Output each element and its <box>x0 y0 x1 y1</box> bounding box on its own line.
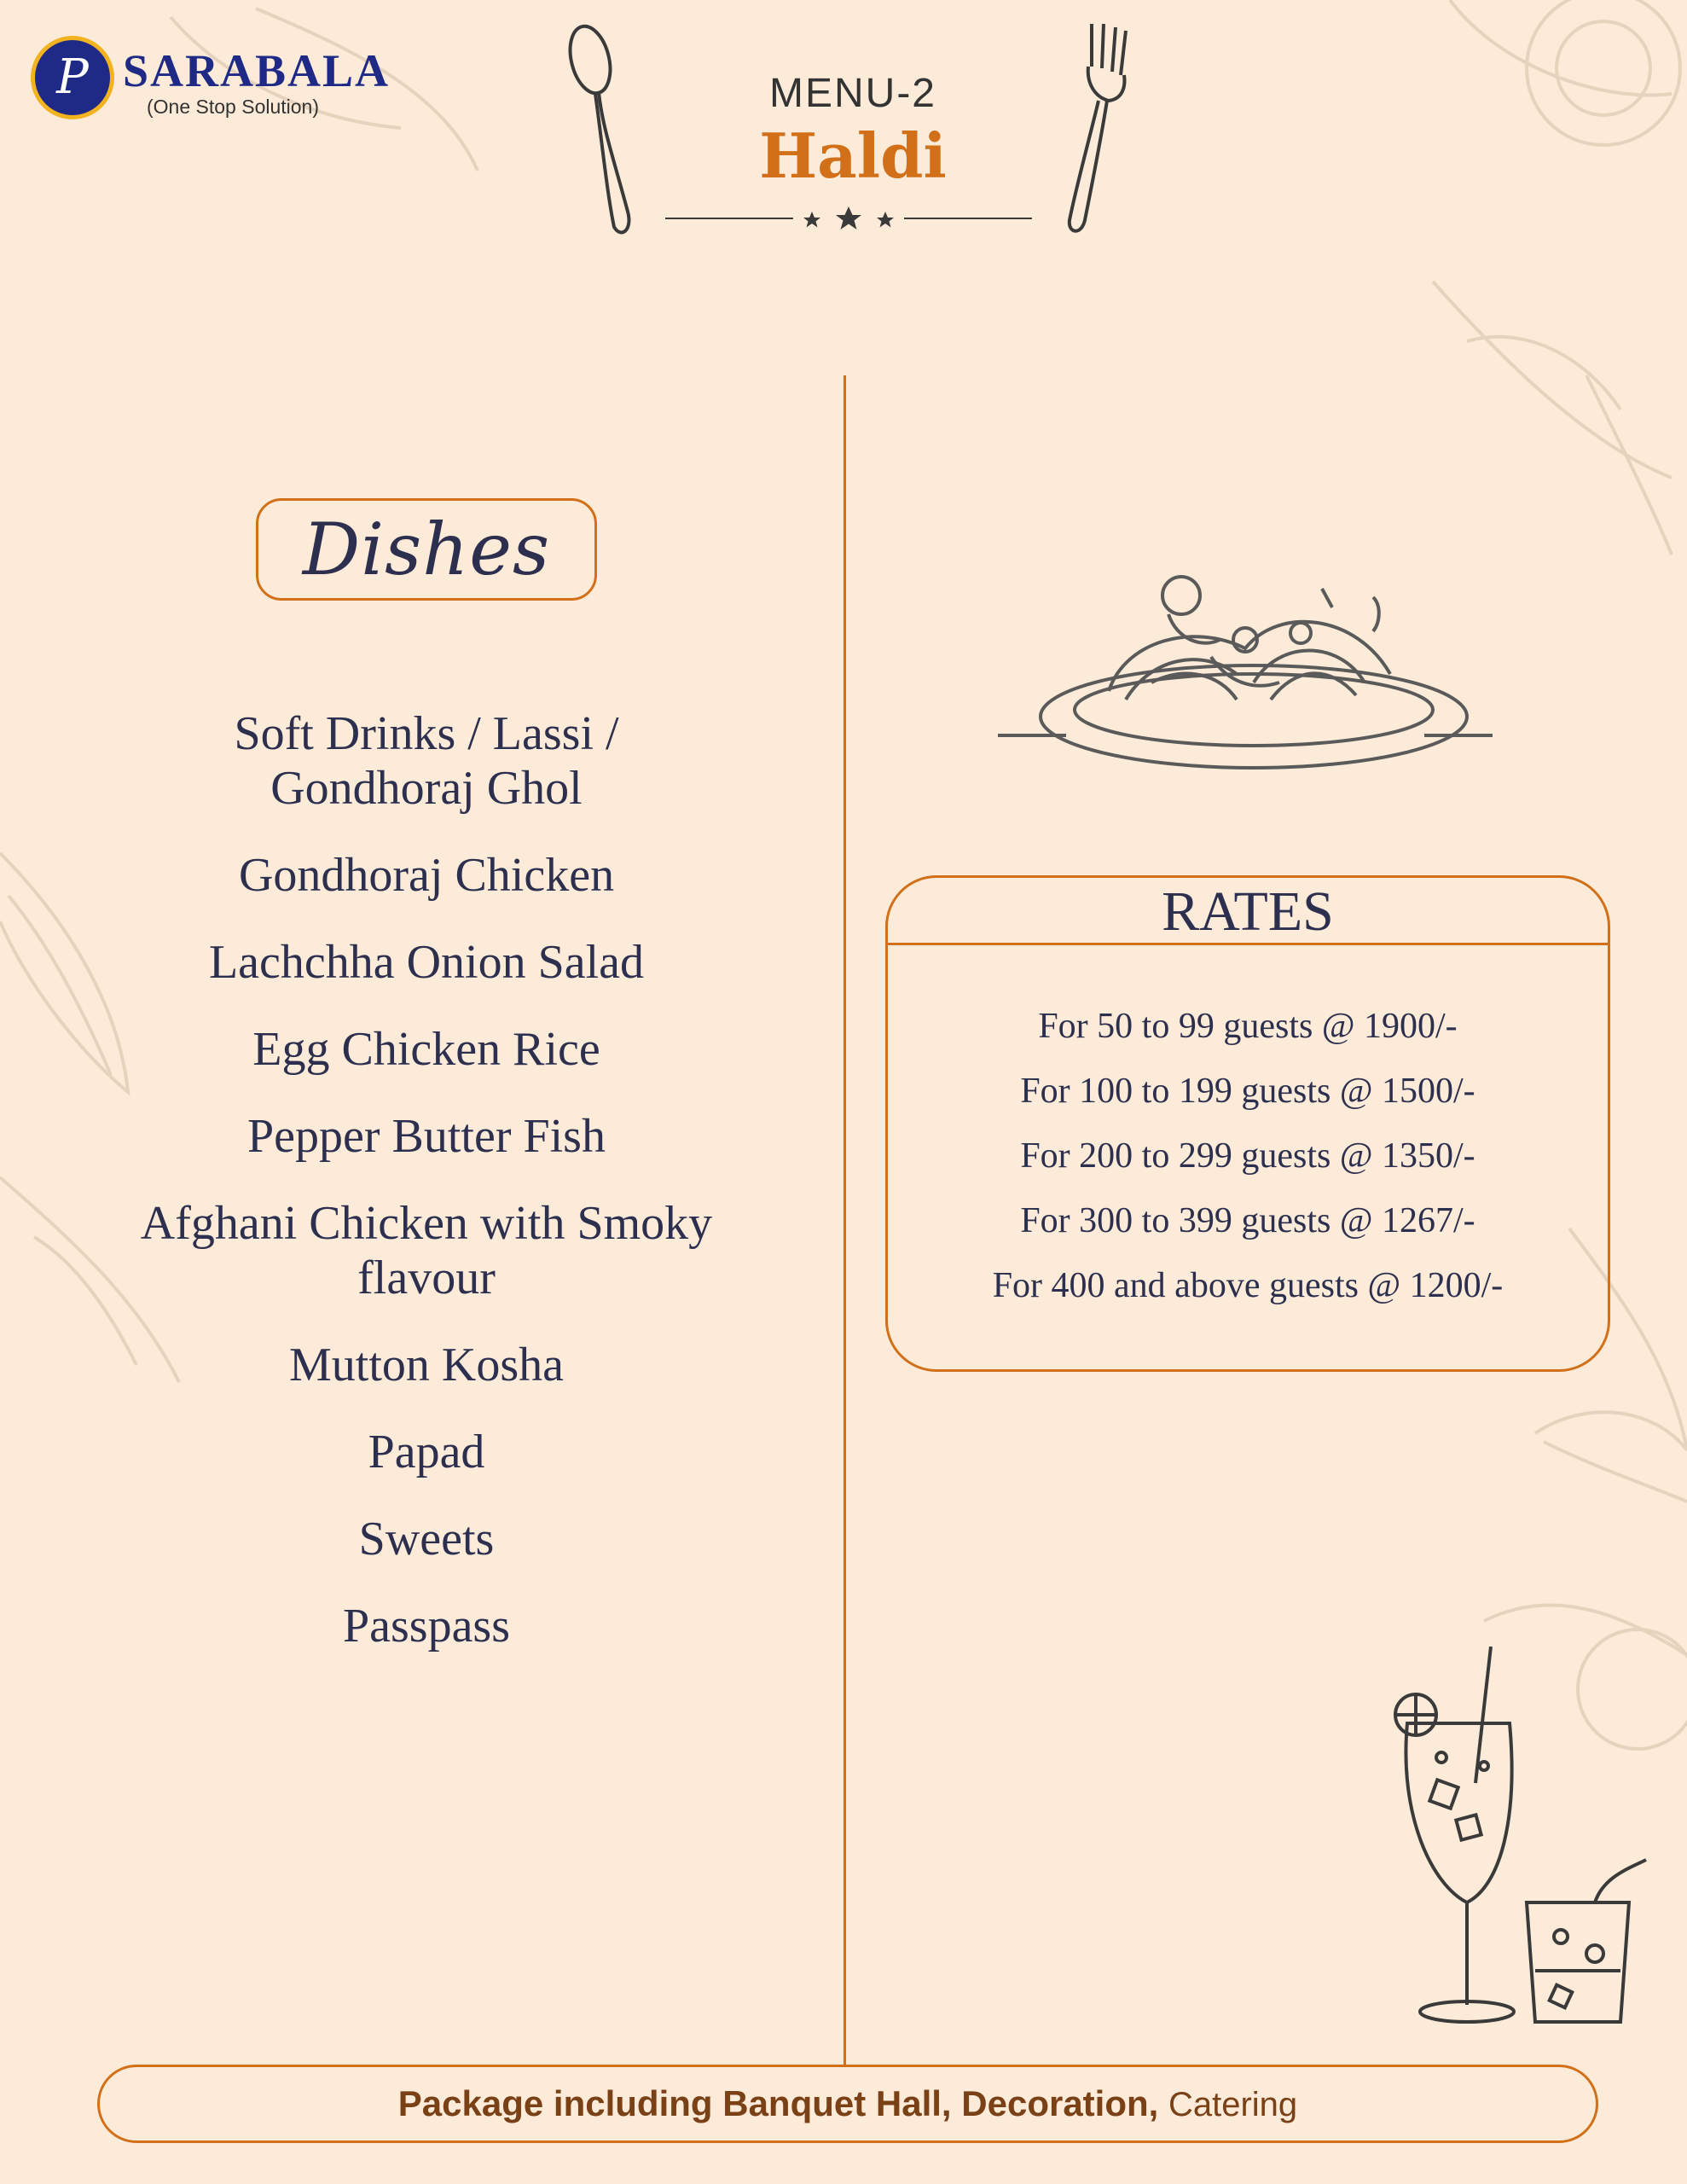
dish-item: Pepper Butter Fish <box>247 1110 606 1163</box>
logo-emblem <box>31 36 114 119</box>
spoon-icon <box>554 15 657 246</box>
dish-item: Soft Drinks / Lassi / Gondhoraj Ghol <box>234 707 619 815</box>
star-icon <box>836 206 861 229</box>
menu-number: MENU-2 <box>768 71 936 116</box>
package-text <box>398 2083 1297 2124</box>
dish-list <box>85 706 768 1686</box>
rate-line: For 200 to 299 guests @ 1350/- <box>1020 1136 1475 1176</box>
dish-item: Egg Chicken Rice <box>252 1023 600 1076</box>
dish-item: Papad <box>368 1426 485 1478</box>
brand-name: SARABALA <box>123 45 391 96</box>
dish-item: Gondhoraj Chicken <box>238 849 615 902</box>
header-star-divider <box>665 201 1032 237</box>
pasta-plate-illustration <box>998 555 1501 785</box>
rates-panel <box>885 875 1610 1372</box>
column-divider <box>844 375 846 2066</box>
rates-list <box>888 994 1608 1318</box>
dishes-badge <box>256 498 597 601</box>
package-text-catering: Catering <box>1168 2086 1298 2123</box>
dish-item: Mutton Kosha <box>289 1339 564 1391</box>
dish-item: Afghani Chicken with Smoky flavour <box>140 1197 713 1304</box>
fork-icon <box>1041 15 1143 246</box>
dish-item: Passpass <box>342 1600 511 1653</box>
star-icon <box>803 212 820 228</box>
logo-letter: P <box>56 49 89 105</box>
brand-tagline: (One Stop Solution) <box>147 96 320 118</box>
menu-event-title: Haldi <box>759 119 947 192</box>
dishes-title: Dishes <box>302 508 551 591</box>
cocktail-glasses-illustration <box>1382 1647 1655 2039</box>
rate-line: For 400 and above guests @ 1200/- <box>992 1266 1504 1305</box>
rate-line: For 50 to 99 guests @ 1900/- <box>1038 1007 1458 1046</box>
star-icon <box>877 212 894 228</box>
dish-item: Sweets <box>358 1513 495 1565</box>
rates-title-rule <box>888 943 1608 945</box>
package-banner <box>97 2065 1598 2143</box>
rate-line: For 100 to 199 guests @ 1500/- <box>1020 1072 1475 1111</box>
rate-line: For 300 to 399 guests @ 1267/- <box>1020 1201 1475 1240</box>
package-text-main: Package including Banquet Hall, Decoration, <box>397 2083 1159 2123</box>
dish-item: Lachchha Onion Salad <box>208 936 645 989</box>
brand-logo <box>31 34 406 128</box>
rates-title: RATES <box>1162 880 1334 943</box>
